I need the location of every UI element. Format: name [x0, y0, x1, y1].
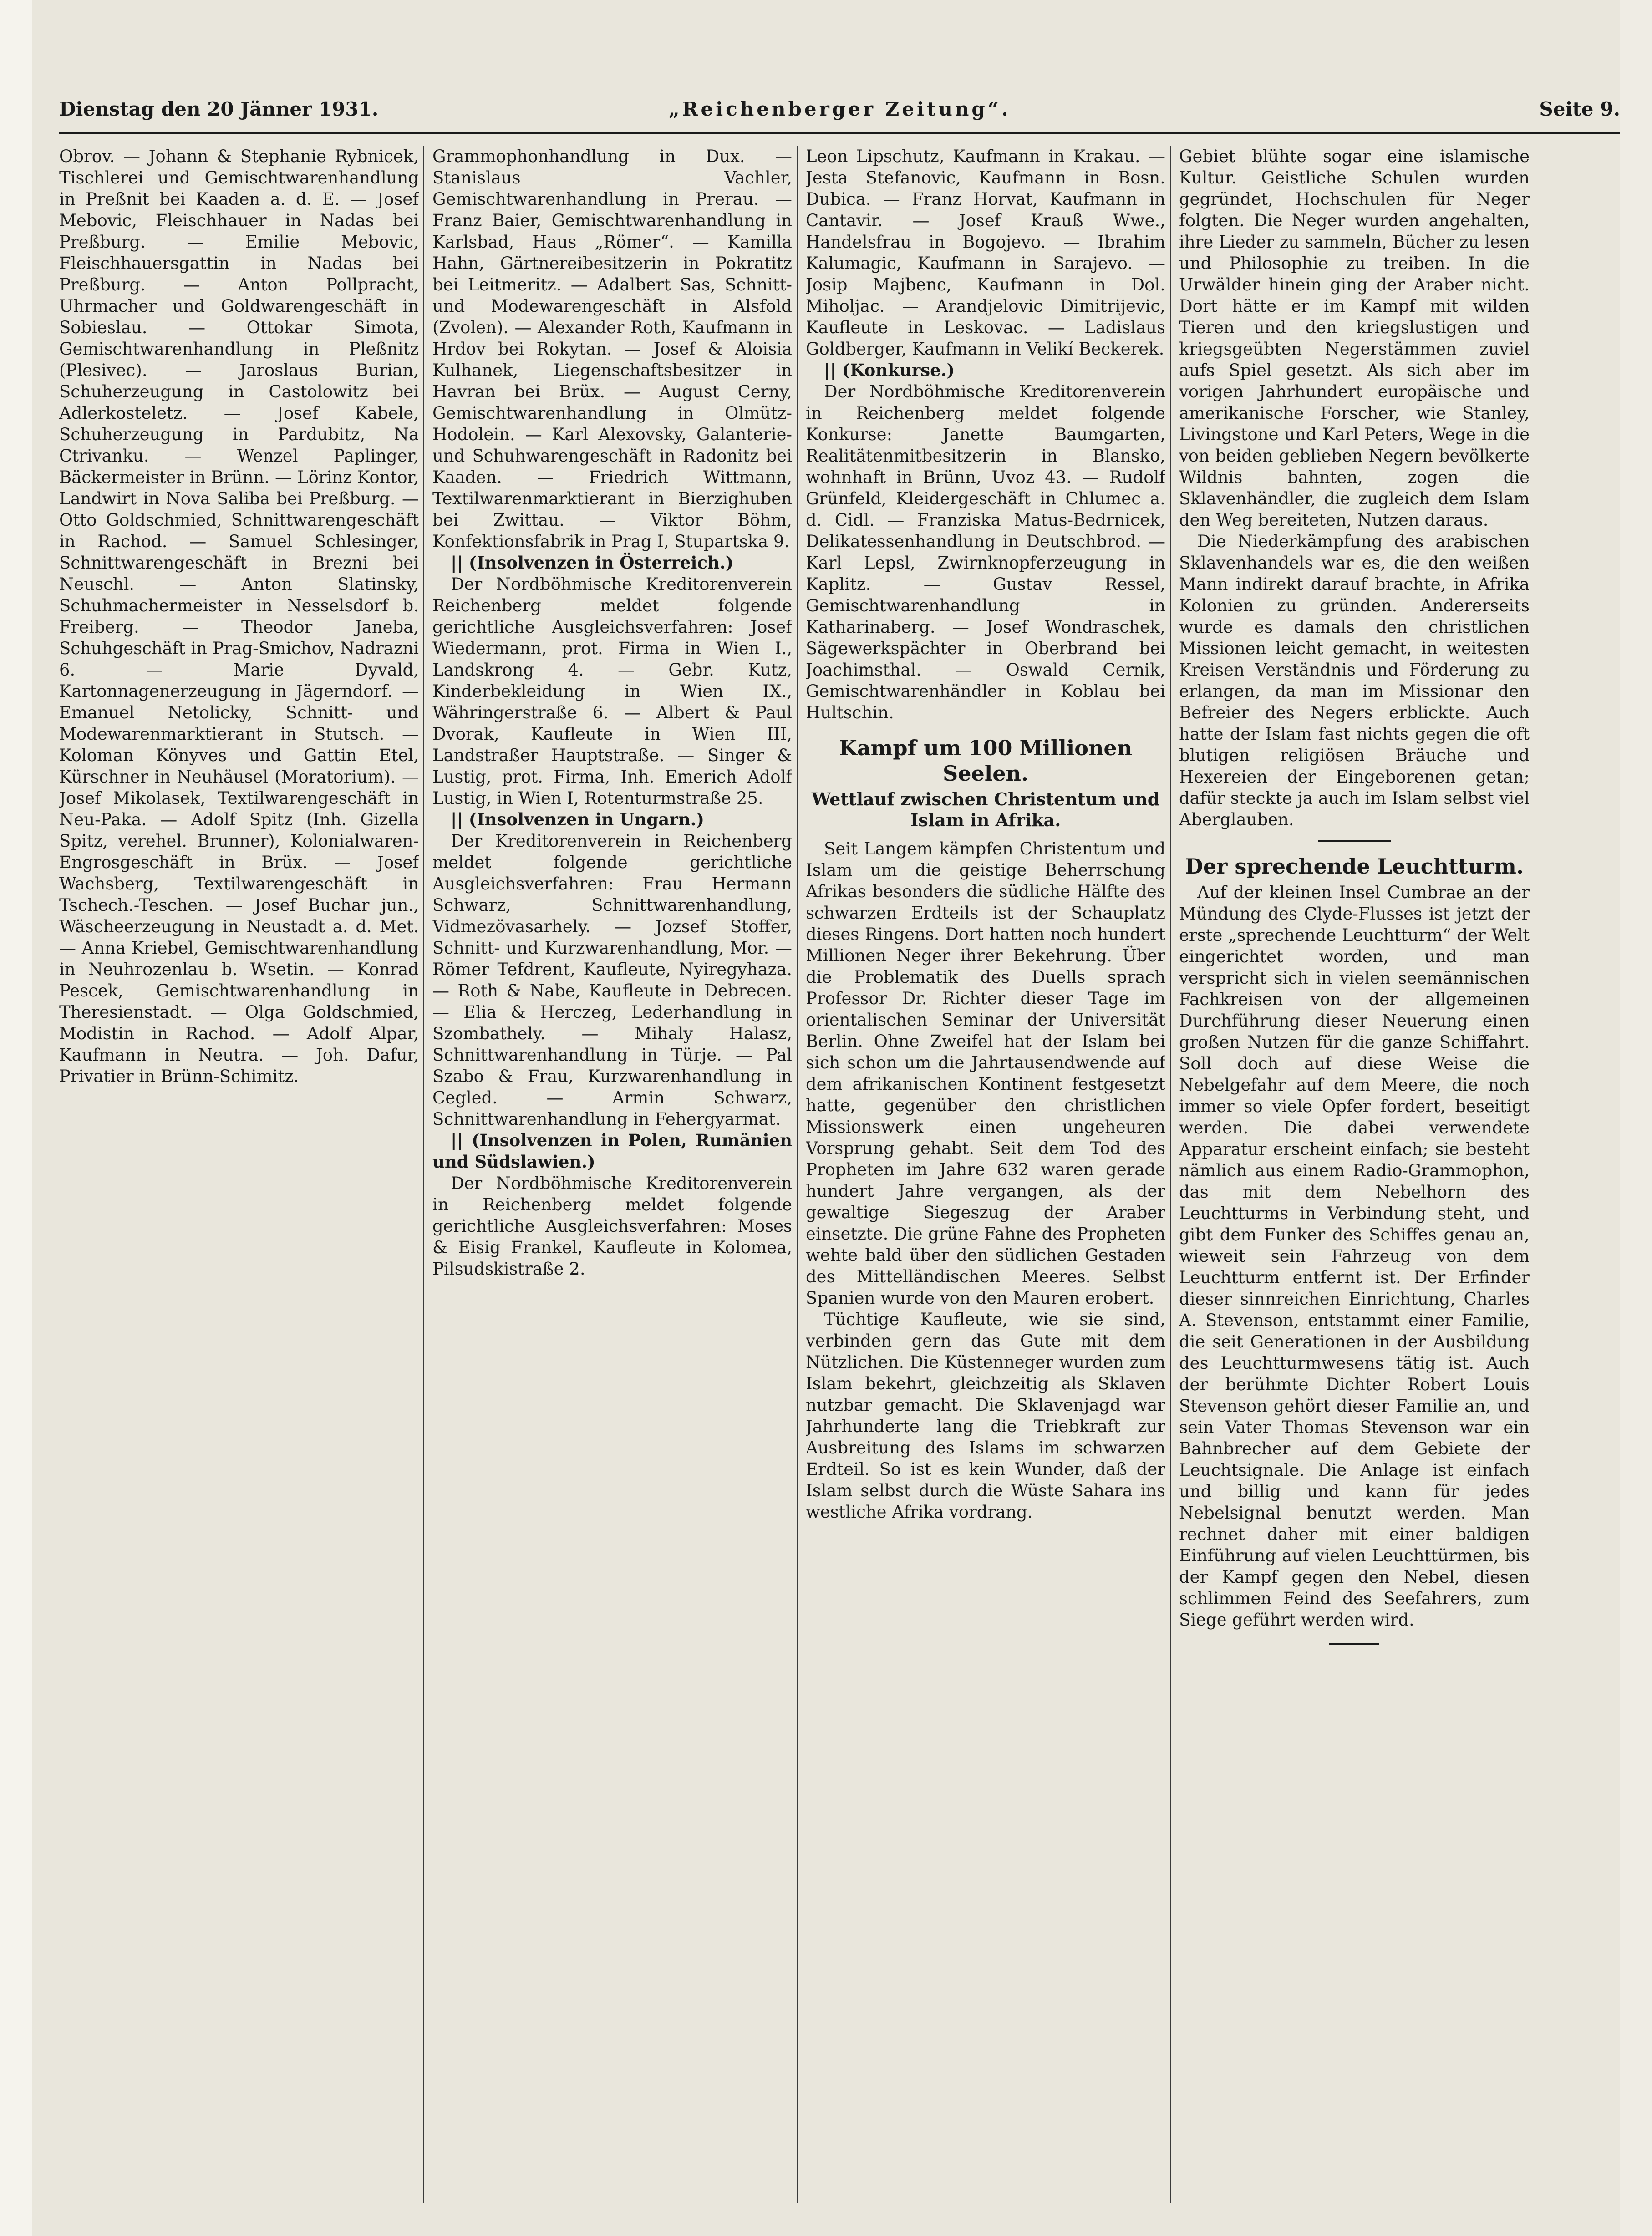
- article-headline: Der sprechende Leuchtturm.: [1185, 854, 1524, 879]
- column-1: [59, 146, 419, 2203]
- article-paragraph: Gebiet blühte sogar eine islamische Kultur. Geistliche Schulen wurden gegründet, Hochschulen für Neger folgten. Die Neger wurden angehalten, ihre Lieder zu sammeln, Bücher zu lesen und Philosophie zu treiben. In die Urwälder hinein ging der Araber nicht. Dort hätte er im Kampf mit wilden Tieren und den kriegslustigen und kriegsgeübten Negerstämmen zuviel aufs Spiel gesetzt. Als sich aber im vorigen Jahrhundert europäische und amerikanische Forscher, wie Stanley, Livingstone und Karl Peters, Wege in die von beiden geblieben Negern bevölkerte Wildnis bahnten, zogen die Sklavenhändler, die zugleich dem Islam den Weg bereiteten, Nutzen daraus.: [1179, 147, 1530, 530]
- article-separator: [1318, 840, 1391, 842]
- column-rule: [1170, 146, 1171, 2203]
- insolvency-hungary-text: Der Kreditorenverein in Reichenberg meldet folgende gerichtliche Ausgleichsverfahren: Frau Hermann Schwarz, Schnittwarenhandlung, Vidmezövasarhely. — Jozsef Stoffer, Schnitt- und Kurzwarenhandlung, Mor. — Römer Tefdrent, Kaufleute, Nyiregyhaza. — Roth & Nabe, Kaufleute in Debrecen. — Elia & Herczeg, Lederhandlung in Szombathely. — Mihaly Halasz, Schnittwarenhandlung in Türje. — Pal Szabo & Frau, Kurzwarenhandlung in Cegled. — Armin Schwarz, Schnittwarenhandlung in Fehergyarmat.: [432, 831, 792, 1129]
- article-headline: Kampf um 100 Millionen Seelen.: [839, 736, 1133, 786]
- insolvency-list-text: Grammophonhandlung in Dux. — Stanislaus Vachler, Gemischtwarenhandlung in Prerau. — Franz Baier, Gemischtwarenhandlung in Karlsbad, Haus „Römer“. — Kamilla Hahn, Gärtnereibesitzerin in Pokratitz bei Leitmeritz. — Adalbert Sas, Schnitt- und Modewarengeschäft in Alsfold (Zvolen). — Alexander Roth, Kaufmann in Hrdov bei Rokytan. — Josef & Aloisia Kulhanek, Liegenschaftsbesitzer in Havran bei Brüx. — August Cerny, Gemischtwarenhandlung in Olmütz-Hodolein. — Karl Alexovsky, Galanterie- und Schuhwarengeschäft in Radonitz bei Kaaden. — Friedrich Wittmann, Textilwarenmarktierant in Bierzighuben bei Zwittau. — Viktor Böhm, Konfektionsfabrik in Prag I, Stupartska 9.: [432, 147, 792, 551]
- article-paragraph: Auf der kleinen Insel Cumbrae an der Mündung des Clyde-Flusses ist jetzt der erste „sprechende Leuchtturm“ der Welt eingerichtet worden, und man verspricht sich in vielen seemännischen Fachkreisen von der allgemeinen Durchführung dieser Neuerung einen großen Nutzen für die ganze Schiffahrt. Soll doch auf diese Weise die Nebelgefahr auf dem Meere, die noch immer so viele Opfer fordert, beseitigt werden. Die dabei verwendete Apparatur erscheint einfach; sie besteht nämlich aus einem Radio-Grammophon, das mit dem Nebelhorn des Leuchtturms in Verbindung steht, und gibt dem Funker des Schiffes genau an, wieweit sein Fahrzeug von dem Leuchtturm entfernt ist. Der Erfinder dieser sinnreichen Einrichtung, Charles A. Stevenson, entstammt einer Familie, die seit Generationen in der Ausbildung des Leuchtturmwesens tätig ist. Auch der berühmte Dichter Robert Louis Stevenson gehört dieser Familie an, und sein Vater Thomas Stevenson war ein Bahnbrecher auf dem Gebiete der Leuchtsignale. Die Anlage ist einfach und billig und kann für jedes Nebelsignal benutzt werden. Man rechnet daher mit einer baldigen Einführung auf vielen Leuchttürmen, bis der Kampf gegen den Nebel, diesen schlimmen Feind des Seefahrers, zum Siege geführt werden wird.: [1179, 883, 1530, 1630]
- article-paragraph: Seit Langem kämpfen Christentum und Islam um die geistige Beherrschung Afrikas besonders die südliche Hälfte des schwarzen Erdteils ist der Schauplatz dieses Ringens. Dort hatten noch hundert Millionen Neger ihrer Bekehrung. Über die Problematik des Duells sprach Professor Dr. Richter dieser Tage im orientalischen Seminar der Universität Berlin. Ohne Zweifel hat der Islam bei sich schon um die Jahrtausendwende auf dem afrikanischen Kontinent festgesetzt hatte, gegenüber den christlichen Missionswerk einen ungeheuren Vorsprung gehabt. Seit dem Tod des Propheten im Jahre 632 waren gerade hundert Jahre vergangen, als der gewaltige Siegeszug der Araber einsetzte. Die grüne Fahne des Propheten wehte bald über den südlichen Gestaden des Mittelländischen Meeres. Selbst Spanien wurde von den Mauren erobert.: [806, 839, 1165, 1308]
- header-rule: [59, 132, 1620, 134]
- section-heading-hungary: || (Insolvenzen in Ungarn.): [451, 809, 704, 829]
- insolvency-poland-text: Der Nordböhmische Kreditorenverein in Reichenberg meldet folgende gerichtliche Ausgleichsverfahren: Moses & Eisig Frankel, Kaufleute in Kolomea, Pilsudskistraße 2.: [432, 1174, 792, 1279]
- article-subheadline: Wettlauf zwischen Christentum und Islam in Afrika.: [811, 789, 1160, 830]
- column-3: [806, 146, 1165, 2203]
- header-page-number: Seite 9.: [1539, 98, 1620, 120]
- article-end-rule: [1329, 1643, 1379, 1645]
- insolvency-austria-text: Der Nordböhmische Kreditorenverein Reichenberg meldet folgende gerichtliche Ausgleichsverfahren: Josef Wiedermann, prot. Firma in Wien I., Landskrong 4. — Gebr. Kutz, Kinderbekleidung in Wien IX., Währingerstraße 6. — Albert & Paul Dvorak, Kaufleute in Wien III, Landstraßer Hauptstraße. — Singer & Lustig, prot. Firma, Inh. Emerich Adolf Lustig, in Wien I, Rotenturmstraße 25.: [432, 574, 792, 808]
- page-header: [59, 98, 1620, 130]
- header-masthead: „Reichenberger Zeitung“.: [668, 98, 1011, 120]
- bankruptcy-list-text: Der Nordböhmische Kreditorenverein in Reichenberg meldet folgende Konkurse: Janette Baumgarten, Realitätenmitbesitzerin in Blansko, wohnhaft in Brünn, Uvoz 43. — Rudolf Grünfeld, Kleidergeschäft in Chlumec a. d. Cidl. — Franziska Matus-Bedrnicek, Delikatessenhandlung in Deutschbrod. — Karl Lepsl, Zwirnknopferzeugung in Kaplitz. — Gustav Ressel, Gemischtwarenhandlung in Katharinaberg. — Josef Wondraschek, Sägewerkspächter in Oberbrand bei Joachimsthal. — Oswald Cernik, Gemischtwarenhändler in Koblau bei Hultschin.: [806, 382, 1165, 722]
- column-rule: [423, 146, 424, 2203]
- header-date: Dienstag den 20 Jänner 1931.: [59, 98, 379, 120]
- scan-margin-right: [1620, 0, 1652, 2236]
- insolvency-list-text: Obrov. — Johann & Stephanie Rybnicek, Tischlerei und Gemischtwarenhandlung in Preßnit bei Kaaden a. d. E. — Josef Mebovic, Fleischhauer in Nadas bei Preßburg. — Emilie Mebovic, Fleischhauersgattin in Nadas bei Preßburg. — Anton Pollpracht, Uhrmacher und Goldwarengeschäft in Sobieslau. — Ottokar Simota, Gemischtwarenhandlung in Pleßnitz (Plesivec). — Jaroslaus Burian, Schuherzeugung in Castolowitz bei Adlerkosteletz. — Josef Kabele, Schuherzeugung in Pardubitz, Na Ctrivanku. — Wenzel Paplinger, Bäckermeister in Brünn. — Lörinz Kontor, Landwirt in Nova Saliba bei Preßburg. — Otto Goldschmied, Schnittwarengeschäft in Rachod. — Samuel Schlesinger, Schnittwarengeschäft in Brezni bei Neuschl. — Anton Slatinsky, Schuhmachermeister in Nesselsdorf b. Freiberg. — Theodor Janeba, Schuhgeschäft in Prag-Smichov, Nadrazni 6. — Marie Dyvald, Kartonnagenerzeugung in Jägerndorf. — Emanuel Netolicky, Schnitt- und Modewarenmarktierant in Stutsch. — Koloman Könyves und Gattin Etel, Kürschner in Neuhäusel (Moratorium). — Josef Mikolasek, Textilwarengeschäft in Neu-Paka. — Adolf Spitz (Inh. Gizella Spitz, verehel. Brunner), Kolonialwaren-Engrosgeschäft in Brüx. — Josef Wachsberg, Textilwarengeschäft in Tschech.-Teschen. — Josef Buchar jun., Wäscheerzeugung in Neustadt a. d. Met. — Anna Kriebel, Gemischtwarenhandlung in Neuhrozenlau b. Wsetin. — Konrad Pescek, Gemischtwarenhandlung in Theresienstadt. — Olga Goldschmied, Modistin in Rachod. — Adolf Alpar, Kaufmann in Neutra. — Joh. Dafur, Privatier in Brünn-Schimitz.: [59, 147, 419, 1086]
- section-heading-poland: || (Insolvenzen in Polen, Rumänien und Südslawien.): [432, 1130, 792, 1172]
- column-4: [1179, 146, 1530, 2203]
- article-paragraph: Die Niederkämpfung des arabischen Sklavenhandels war es, die den weißen Mann indirekt darauf brachte, in Afrika Kolonien zu gründen. Andererseits wurde es damals den christlichen Missionen leicht gemacht, in weitesten Kreisen Verständnis und Förderung zu erlangen, da man im Missionar den Befreier des Negers erblickte. Auch hatte der Islam fast nichts gegen die oft blutigen religiösen Bräuche und Hexereien der Eingeborenen getan; dafür steckte ja auch im Islam selbst viel Aberglauben.: [1179, 532, 1530, 829]
- scan-margin-left: [0, 0, 32, 2236]
- section-heading-bankruptcies: || (Konkurse.): [824, 360, 955, 380]
- column-rule: [797, 146, 798, 2203]
- article-paragraph: Tüchtige Kaufleute, wie sie sind, verbinden gern das Gute mit dem Nützlichen. Die Küstenneger wurden zum Islam bekehrt, gleichzeitig als Sklaven nutzbar gemacht. Die Sklavenjagd war Jahrhunderte lang die Triebkraft zur Ausbreitung des Islams im schwarzen Erdteil. So ist es kein Wunder, daß der Islam selbst durch die Wüste Sahara ins westliche Afrika vordrang.: [806, 1310, 1165, 1522]
- section-heading-austria: || (Insolvenzen in Österreich.): [451, 553, 734, 573]
- column-2: [432, 146, 792, 2203]
- insolvency-list-text: Leon Lipschutz, Kaufmann in Krakau. — Jesta Stefanovic, Kaufmann in Bosn. Dubica. — Franz Horvat, Kaufmann in Cantavir. — Josef Krauß Wwe., Handelsfrau in Bogojevo. — Ibrahim Kalumagic, Kaufmann in Sarajevo. — Josip Majbenc, Kaufmann in Dol. Miholjac. — Arandjelovic Dimitrijevic, Kaufleute in Leskovac. — Ladislaus Goldberger, Kaufmann in Velikí Beckerek.: [806, 147, 1165, 359]
